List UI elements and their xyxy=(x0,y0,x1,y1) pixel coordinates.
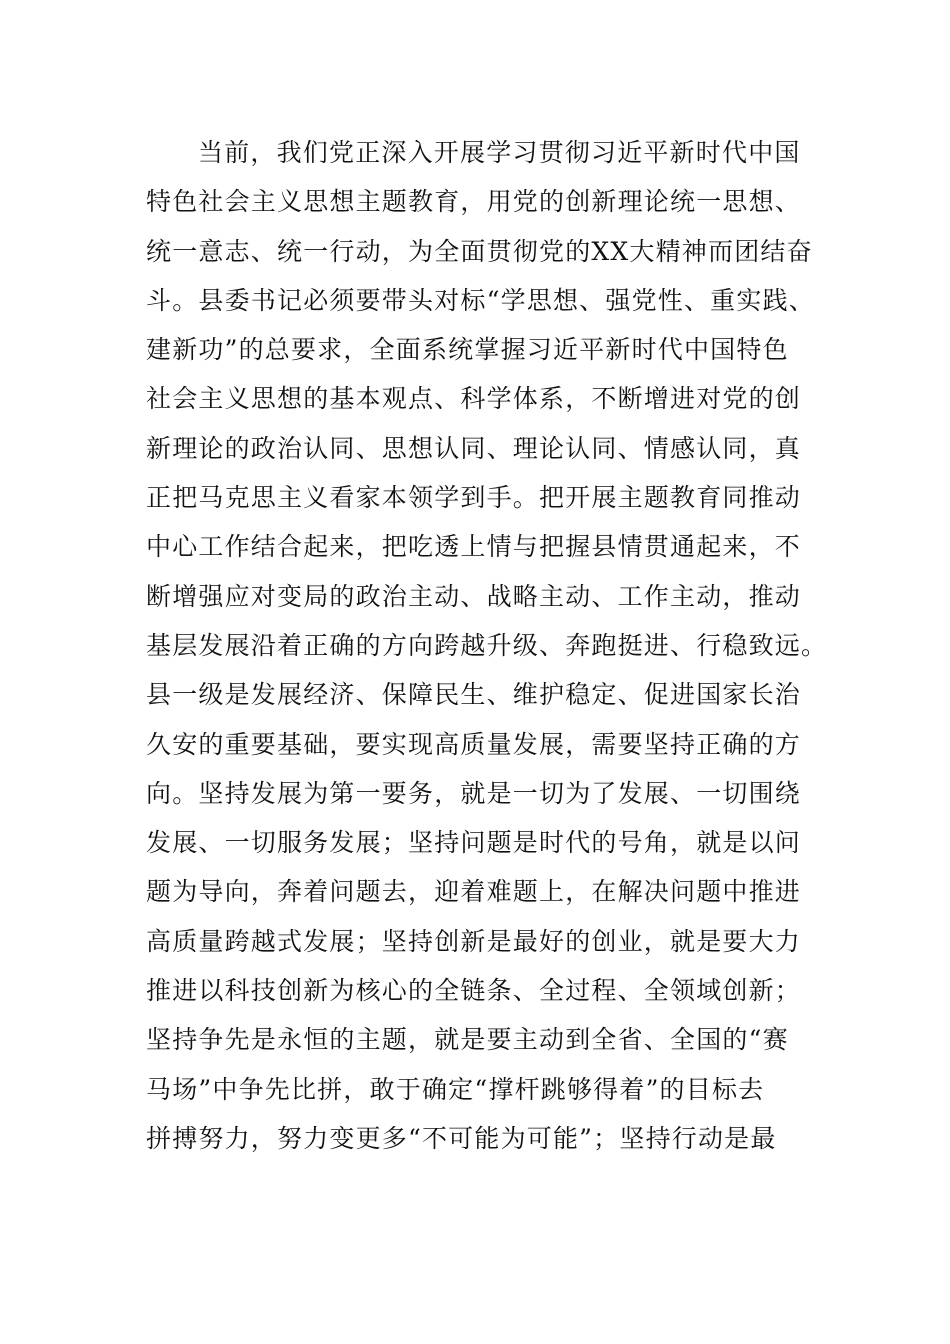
text-line: 正把马克思主义看家本领学到手。把开展主题教育同推动 xyxy=(146,483,802,513)
text-line: 坚持争先是永恒的主题，就是要主动到全省、全国的“赛 xyxy=(146,1025,789,1055)
text-line: 高质量跨越式发展；坚持创新是最好的创业，就是要大力 xyxy=(146,926,802,956)
body-paragraph xyxy=(146,133,828,1168)
text-line: 斗。县委书记必须要带头对标“学思想、强党性、重实践、 xyxy=(146,285,815,315)
text-line: 题为导向，奔着问题去，迎着难题上，在解决问题中推进 xyxy=(146,877,802,907)
text-line: 当前，我们党正深入开展学习贯彻习近平新时代中国 xyxy=(198,138,801,167)
text-line: 推进以科技创新为核心的全链条、全过程、全领域创新； xyxy=(146,976,802,1006)
text-line: 发展、一切服务发展；坚持问题是时代的号角，就是以问 xyxy=(146,828,802,858)
text-line: 新理论的政治认同、思想认同、理论认同、情感认同，真 xyxy=(146,433,802,463)
text-line: 久安的重要基础，要实现高质量发展，需要坚持正确的方 xyxy=(146,729,802,759)
text-line: 统一意志、统一行动，为全面贯彻党的XX大精神而团结奋 xyxy=(146,236,813,266)
text-line: 县一级是发展经济、保障民生、维护稳定、促进国家长治 xyxy=(146,680,802,710)
text-line: 社会主义思想的基本观点、科学体系，不断增进对党的创 xyxy=(146,384,802,414)
text-line: 马场”中争先比拼，敢于确定“撑杆跳够得着”的目标去 xyxy=(146,1074,765,1104)
text-line: 特色社会主义思想主题教育，用党的创新理论统一思想、 xyxy=(146,187,802,217)
text-line: 向。坚持发展为第一要务，就是一切为了发展、一切围绕 xyxy=(146,778,802,808)
text-line: 建新功”的总要求，全面系统掌握习近平新时代中国特色 xyxy=(146,335,789,365)
text-line: 中心工作结合起来，把吃透上情与把握县情贯通起来，不 xyxy=(146,532,802,562)
text-line: 断增强应对变局的政治主动、战略主动、工作主动，推动 xyxy=(146,581,802,611)
text-line: 拼搏努力，努力变更多“不可能为可能”；坚持行动是最 xyxy=(146,1123,777,1153)
text-line: 基层发展沿着正确的方向跨越升级、奔跑挺进、行稳致远。 xyxy=(146,630,828,660)
